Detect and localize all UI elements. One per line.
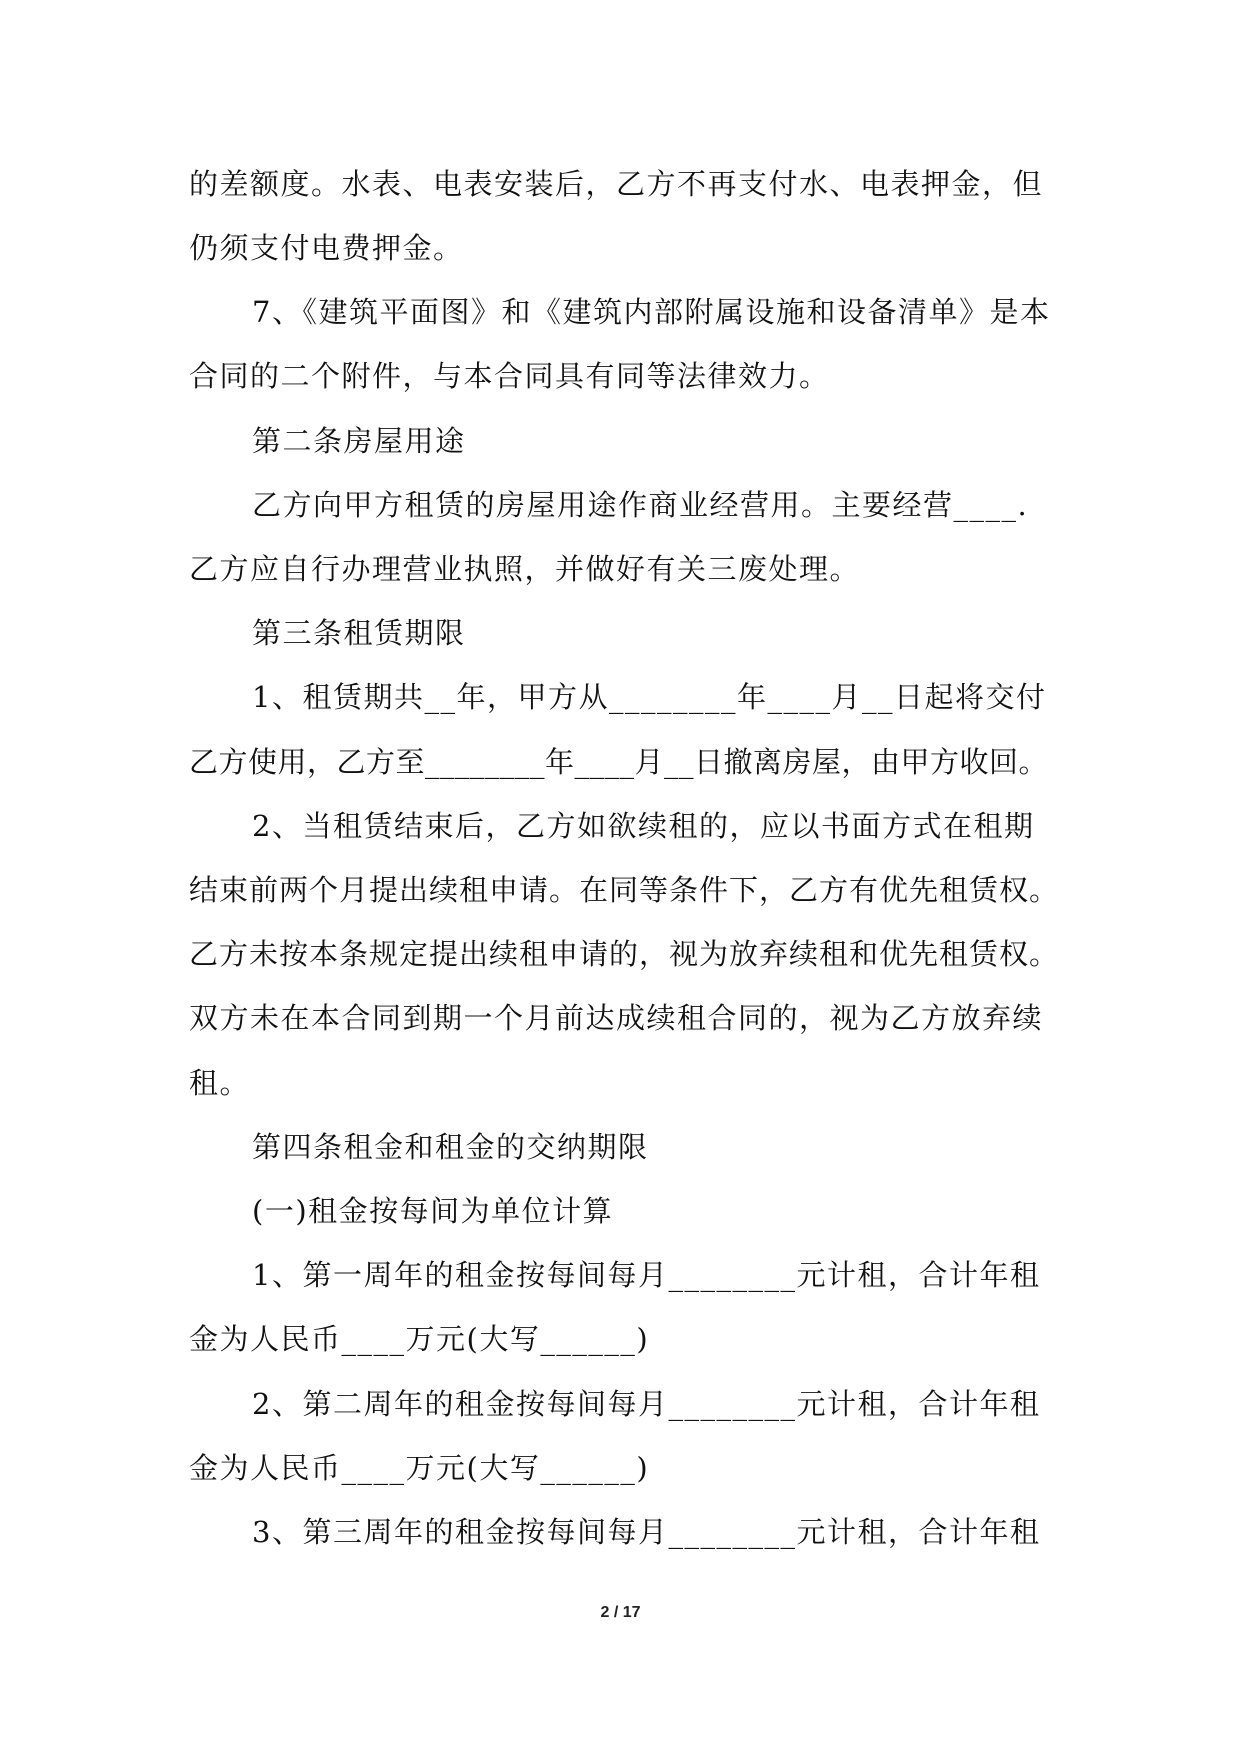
body-text-line: 合同的二个附件，与本合同具有同等法律效力。 [189,359,830,393]
body-text-line: 金为人民币____万元(大写______) [189,1322,650,1356]
body-text-line: 结束前两个月提出续租申请。在同等条件下，乙方有优先租赁权。 [189,873,1060,907]
subsection-heading: (一)租金按每间为单位计算 [252,1194,614,1228]
body-text-line: 仍须支付电费押金。 [189,231,464,265]
body-text-line: 乙方未按本条规定提出续租申请的，视为放弃续租和优先租赁权。 [189,937,1060,971]
body-text-line: 乙方使用，乙方至________年____月__日撤离房屋，由甲方收回。 [189,745,1049,779]
section-heading: 第四条租金和租金的交纳期限 [252,1130,649,1164]
body-text-line: 2、第二周年的租金按每间每月________元计租，合计年租 [252,1387,1041,1421]
body-text-line: 3、第三周年的租金按每间每月________元计租，合计年租 [252,1515,1041,1549]
body-text-line: 7、《建筑平面图》和《建筑内部附属设施和设备清单》是本 [252,295,1051,329]
body-text-line: 双方未在本合同到期一个月前达成续租合同的，视为乙方放弃续 [189,1001,1044,1035]
body-text-line: 金为人民币____万元(大写______) [189,1451,650,1485]
body-text-line: 1、租赁期共__年，甲方从________年____月__日起将交付 [252,680,1047,714]
body-text-line: 租。 [189,1066,251,1100]
page-number: 2 / 17 [600,1604,641,1621]
body-text-line: 1、第一周年的租金按每间每月________元计租，合计年租 [252,1258,1041,1292]
section-heading: 第三条租赁期限 [252,616,466,650]
body-text-line: 2、当租赁结束后，乙方如欲续租的，应以书面方式在租期 [252,809,1035,843]
body-text-line: 的差额度。水表、电表安装后，乙方不再支付水、电表押金，但 [189,167,1044,201]
section-heading: 第二条房屋用途 [252,424,466,458]
body-text-line: 乙方向甲方租赁的房屋用途作商业经营用。主要经营____. [252,488,1029,522]
body-text-line: 乙方应自行办理营业执照，并做好有关三废处理。 [189,552,861,586]
